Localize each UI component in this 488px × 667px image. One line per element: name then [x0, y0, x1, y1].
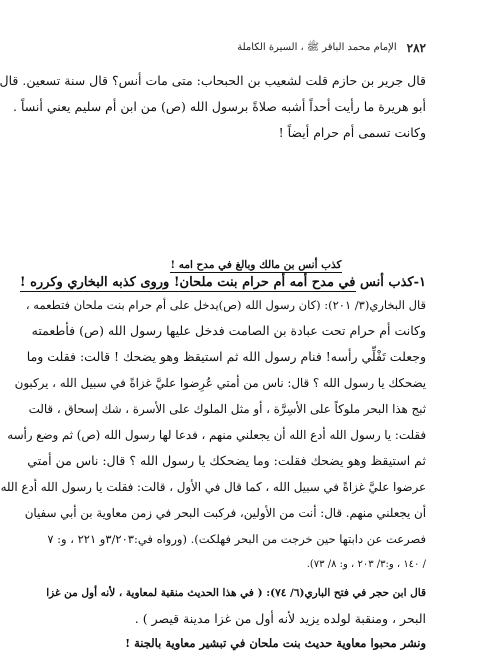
intro-line: أبو هريرة ما رأيت أحداً أشبه صلاةً برسول الله (ص) من ابن أم سليم يعني أنساً . [13, 99, 426, 114]
ibn-hajar-paragraph [46, 580, 426, 632]
hadith-source-line: / ١٤٠ ، و:٣/ ٢٠٣ ، و: ٨/ ٧٣). [306, 559, 426, 570]
closing-line: ونشر محبوا معاوية حديث بنت ملحان في تبشير معاوية بالجنة ! [125, 636, 426, 650]
hadith-line: أن يجعلني منهم. قال: أنت من الأولين، فركبت البحر في زمن معاوية بن أبي سفيان [24, 506, 426, 520]
page-header [86, 38, 426, 58]
closing-paragraph [86, 630, 426, 656]
hadith-paragraph [0, 292, 426, 578]
intro-line: وكانت تسمى أم حرام أيضاً ! [278, 125, 426, 140]
hadith-line: فصرعت عن دابتها حين خرجت من البحر فهلكت). (ورواه في:٣/٢٠٣و ٢٢١ ، و: ٧ [47, 532, 426, 546]
page-number: ٢٨٢ [406, 41, 426, 55]
intro-paragraph [0, 68, 426, 146]
hadith-line: يضحكك يا رسول الله ؟ قال: ناس من أمتي عُرِضوا عليَّ غزاةً في سبيل الله ، يركبون [14, 376, 426, 390]
hadith-heading-prefix: ١-كذب أنس [355, 275, 426, 290]
section-title: كذب أنس بن مالك وبالغ في مدح امه ! [170, 259, 342, 271]
hadith-line: فقلت: يا رسول الله أدع الله أن يجعلني منهم ، فدعا لها رسول الله (ص) ثم وضع رأسه [7, 428, 426, 442]
hadith-line: وكانت أم حرام تحت عبادة بن الصامت فدخل عليها رسول الله (ص) فأطعمته [31, 323, 426, 338]
ibn-hajar-line: قال ابن حجر في فتح الباري(٦/ ٧٤): ( في هذا الحديث منقبة لمعاوية ، لأنه أول من غزا [46, 587, 426, 599]
intro-line: قال جرير بن حازم قلت لشعيب بن الحبحاب: متى مات أنس؟ قال سنة تسعين. قال [0, 73, 426, 88]
hadith-line: قال البخاري(٣/ ٢٠١): (كان رسول الله (ص)يدخل على أم حرام بنت ملحان فتطعمه ، [25, 298, 426, 312]
ibn-hajar-line: البحر ، ومنقبة لولده يزيد لأنه أول من غزا مدينة قيصر ) . [134, 611, 426, 626]
hadith-heading-rest: في مدح أمه أم حرام بنت ملحان! وروى كذبه البخاري وكرره ! [19, 275, 356, 290]
hadith-line: ثبج هذا البحر ملوكاً على الأسِرَّة ، أو مثل الملوك على الأسرة ، شك إسحاق ، قالت [28, 402, 426, 416]
hadith-line: عرضوا عليَّ غزاةً في سبيل الله ، كما قال في الأول ، قالت: فقلت يا رسول الله أدع الله [0, 480, 426, 494]
running-title: الإمام محمد الباقر ﷺ ، السيرة الكاملة [237, 42, 397, 53]
hadith-line: ثم استيقظ وهو يضحك فقلت: وما يضحكك يا رسول الله ؟ قال: ناس من أمتي [27, 453, 426, 468]
hadith-line: وجعلت تَفْلِّي رأسه! فنام رسول الله ثم استيقظ وهو يضحك ! قالت: فقلت وما [26, 349, 426, 364]
